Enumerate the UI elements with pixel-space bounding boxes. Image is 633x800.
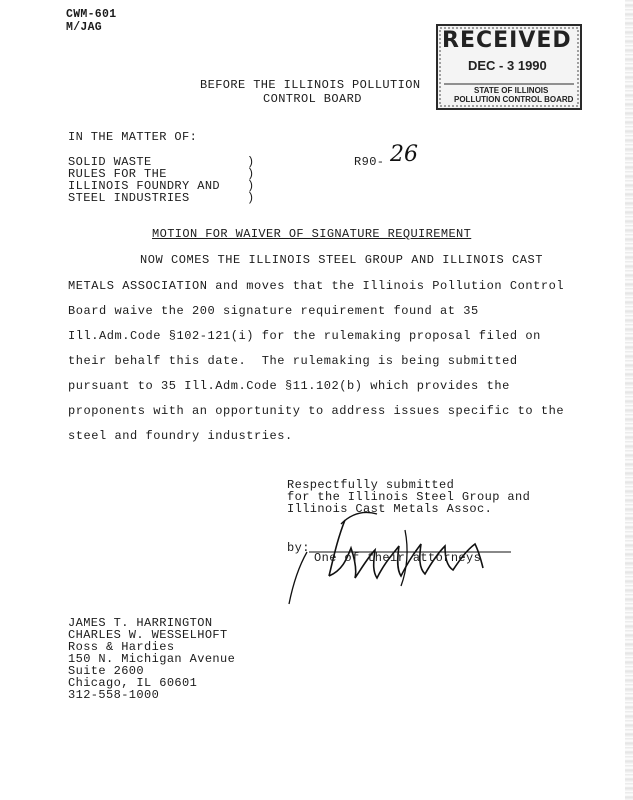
body-line: METALS ASSOCIATION and moves that the Illinois Pollution Control xyxy=(68,279,565,293)
caption-bracket: ) xyxy=(247,167,255,181)
by-label: by: xyxy=(287,541,310,555)
body-line: their behalf this date. The rulemaking is being submitted xyxy=(68,354,518,368)
attorney-line: 312-558-1000 xyxy=(68,688,160,702)
stamp-date: DEC - 3 1990 xyxy=(468,58,547,73)
initials-code: M/JAG xyxy=(66,21,103,34)
attorney-line: 150 N. Michigan Avenue xyxy=(68,652,236,666)
caption-bracket: ) xyxy=(247,179,255,193)
motion-title: MOTION FOR WAIVER OF SIGNATURE REQUIREMENT xyxy=(152,227,472,241)
closing-line-2: for the Illinois Steel Group and xyxy=(287,490,531,504)
attorney-line: Suite 2600 xyxy=(68,664,145,678)
docket-prefix: R90- xyxy=(354,155,385,169)
caption-line: SOLID WASTE xyxy=(68,155,152,169)
body-line: steel and foundry industries. xyxy=(68,429,293,443)
body-line: Board waive the 200 signature requirement found at 35 xyxy=(68,304,479,318)
header-line-1: BEFORE THE ILLINOIS POLLUTION xyxy=(200,78,421,92)
stamp-received-text: RECEIVED xyxy=(442,28,572,53)
scan-edge-noise xyxy=(625,0,633,800)
caption-line: STEEL INDUSTRIES xyxy=(68,191,190,205)
caption-line: ILLINOIS FOUNDRY AND xyxy=(68,179,221,193)
caption-line: RULES FOR THE xyxy=(68,167,167,181)
matter-label: IN THE MATTER OF: xyxy=(68,130,198,144)
received-stamp xyxy=(436,24,582,110)
attorney-line: JAMES T. HARRINGTON xyxy=(68,616,213,630)
closing-line-3: Illinois Cast Metals Assoc. xyxy=(287,502,493,516)
signature-role: One of their attorneys xyxy=(314,551,482,565)
body-line: pursuant to 35 Ill.Adm.Code §11.102(b) which provides the xyxy=(68,379,510,393)
docket-number-handwritten: 26 xyxy=(390,142,418,167)
body-line: NOW COMES THE ILLINOIS STEEL GROUP AND ILLINOIS CAST xyxy=(140,253,544,267)
attorney-line: Ross & Hardies xyxy=(68,640,175,654)
caption-bracket: ) xyxy=(247,155,255,169)
attorney-line: CHARLES W. WESSELHOFT xyxy=(68,628,228,642)
body-line: proponents with an opportunity to address issues specific to the xyxy=(68,404,565,418)
body-line: Ill.Adm.Code §102-121(i) for the rulemaking proposal filed on xyxy=(68,329,541,343)
caption-bracket: ) xyxy=(247,191,255,205)
file-code: CWM-601 xyxy=(66,8,117,21)
stamp-line-1: STATE OF ILLINOIS xyxy=(474,86,549,95)
closing-line-1: Respectfully submitted xyxy=(287,478,455,492)
header-line-2: CONTROL BOARD xyxy=(263,92,362,106)
stamp-line-2: POLLUTION CONTROL BOARD xyxy=(454,95,574,104)
attorney-line: Chicago, IL 60601 xyxy=(68,676,198,690)
